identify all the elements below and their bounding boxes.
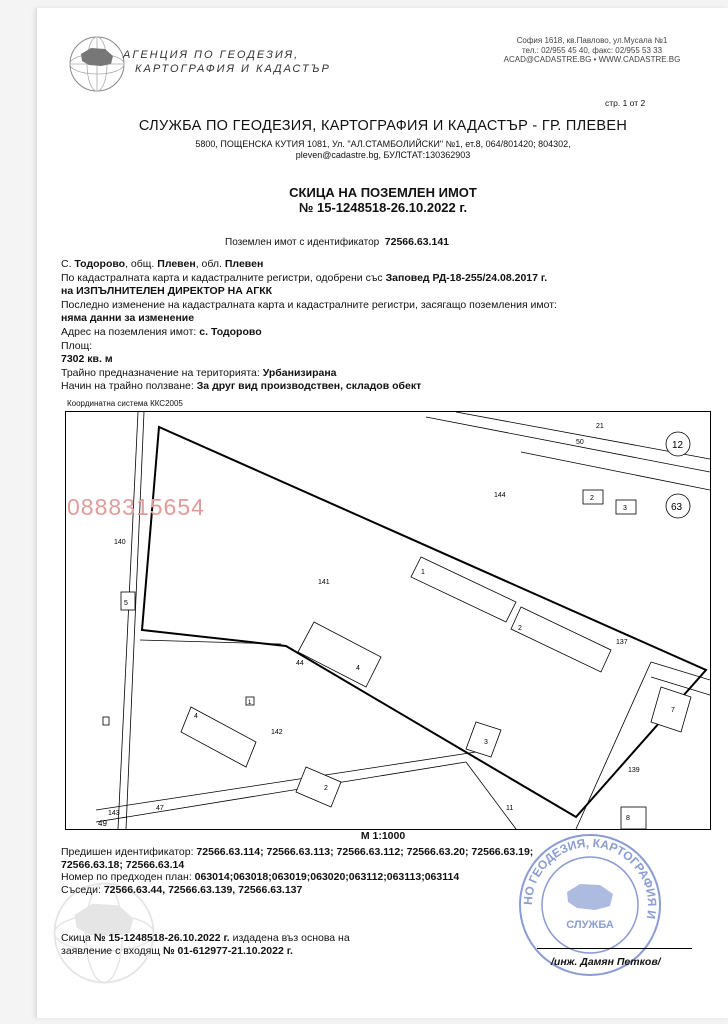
neighbors-label: Съседи: bbox=[61, 883, 101, 896]
map-scale: М 1:1000 bbox=[360, 830, 406, 842]
prev-identifier-value: 72566.63.114; 72566.63.113; 72566.63.112; 72566.63.20; 72566.63.19; bbox=[196, 846, 534, 858]
identifier-label: Поземлен имот с идентификатор bbox=[225, 237, 380, 248]
identifier-value: 72566.63.141 bbox=[384, 236, 449, 248]
label-b8: 8 bbox=[626, 815, 630, 822]
label-144: 144 bbox=[494, 492, 506, 499]
issued-prefix: Скица bbox=[61, 932, 91, 944]
agency-name bbox=[123, 48, 331, 76]
label-b4a: 4 bbox=[356, 665, 360, 672]
label-137: 137 bbox=[616, 639, 628, 646]
purpose-label: Трайно предназначение на територията: bbox=[61, 366, 260, 379]
issued-number: № 15-1248518-26.10.2022 г. bbox=[93, 932, 230, 944]
label-b3b: 3 bbox=[484, 739, 488, 746]
request-prefix: заявление с входящ bbox=[61, 944, 161, 957]
region-prefix: , обл. bbox=[195, 258, 222, 270]
signature-line bbox=[537, 948, 692, 949]
building-small-east bbox=[103, 717, 109, 725]
issued-info bbox=[61, 932, 481, 957]
prev-identifier-label: Предишен идентификатор: bbox=[61, 846, 194, 858]
label-139: 139 bbox=[628, 767, 640, 774]
label-50: 50 bbox=[576, 439, 584, 446]
label-63: 63 bbox=[671, 502, 683, 513]
contact-phone: тел.: 02/955 45 40, факс: 02/955 53 33 bbox=[521, 45, 663, 55]
last-change-value: няма данни за изменение bbox=[61, 312, 195, 325]
cadastral-map bbox=[65, 411, 711, 830]
address-line bbox=[61, 326, 701, 340]
page-number: стр. 1 от 2 bbox=[605, 98, 646, 108]
building-2-central bbox=[511, 607, 611, 672]
label-141: 141 bbox=[318, 579, 330, 586]
address-label: Адрес на поземления имот: bbox=[61, 325, 197, 338]
sketch-document bbox=[36, 8, 728, 1018]
agency-globe-logo bbox=[67, 34, 127, 94]
office-address bbox=[37, 139, 728, 161]
building-8 bbox=[621, 807, 646, 829]
label-b7: 7 bbox=[671, 707, 675, 714]
label-47: 47 bbox=[156, 805, 164, 812]
parcel-139-edge bbox=[651, 662, 710, 680]
label-11: 11 bbox=[506, 805, 514, 812]
request-number: № 01-612977-21.10.2022 г. bbox=[162, 944, 293, 957]
purpose-value: Урбанизирана bbox=[262, 366, 337, 379]
phone-watermark: 0888315654 bbox=[67, 494, 205, 520]
label-b2b: 2 bbox=[518, 625, 522, 632]
parcel-47-line bbox=[96, 762, 466, 822]
label-12: 12 bbox=[672, 440, 684, 451]
property-identifier bbox=[225, 236, 449, 248]
label-b1b: 1 bbox=[248, 700, 252, 706]
stamp-ring-text: НО ГЕОДЕЗИЯ, КАРТОГРАФИЯ И bbox=[520, 835, 660, 920]
contact-web: ACAD@CADASTRE.BG • WWW.CADASTRE.BG bbox=[503, 55, 681, 64]
region: Плевен bbox=[224, 258, 264, 270]
village-prefix: С. bbox=[61, 258, 72, 270]
parcel-141-boundary bbox=[140, 417, 710, 827]
document-title-block bbox=[37, 185, 728, 215]
parcel-144-line bbox=[521, 452, 710, 490]
label-49: 49 bbox=[98, 819, 107, 828]
agency-contact bbox=[492, 36, 692, 65]
agency-name-line2: КАРТОГРАФИЯ И КАДАСТЪР bbox=[135, 63, 331, 75]
label-143: 143 bbox=[108, 810, 120, 817]
label-b4b: 4 bbox=[194, 713, 198, 720]
area-value-line bbox=[61, 353, 701, 367]
label-142: 142 bbox=[271, 729, 283, 736]
municipality-prefix: , общ. bbox=[125, 258, 155, 270]
document-number: № 15-1248518-26.10.2022 г. bbox=[298, 200, 468, 215]
issued-line bbox=[61, 932, 481, 945]
approval-order: Заповед РД-18-255/24.08.2017 г. bbox=[385, 271, 548, 284]
last-change-text: Последно изменение на кадастралната карта и кадастралните регистри, засягащо поземления имот: bbox=[61, 298, 557, 311]
contact-address: София 1618, кв.Павлово, ул.Мусала №1 bbox=[516, 36, 668, 45]
label-b1: 1 bbox=[421, 569, 425, 576]
request-line bbox=[61, 945, 481, 958]
issued-text: издадена въз основа на bbox=[232, 932, 350, 944]
usage-line bbox=[61, 380, 701, 394]
label-b2a: 2 bbox=[590, 495, 594, 502]
signer-name: /инж. Дамян Петков/ bbox=[551, 956, 661, 968]
director-line bbox=[61, 285, 701, 299]
building-2-south bbox=[296, 767, 341, 807]
neighbors-value: 72566.63.44, 72566.63.139, 72566.63.137 bbox=[103, 883, 303, 896]
label-b2c: 2 bbox=[324, 785, 328, 792]
parcel-11-line bbox=[466, 762, 516, 829]
area-label: Площ: bbox=[61, 339, 93, 352]
village: Тодорово bbox=[74, 258, 126, 270]
label-b3a: 3 bbox=[623, 505, 627, 512]
stamp-center-text: СЛУЖБА bbox=[566, 919, 614, 931]
building-4-south bbox=[181, 707, 256, 767]
office-address-line1: 5800, ПОЩЕНСКА КУТИЯ 1081, Ул. "АЛ.СТАМБОЛИЙСКИ" №1, ет.8, 064/801420; 804302, bbox=[195, 139, 571, 149]
label-44: 44 bbox=[296, 660, 304, 667]
agency-name-line1: АГЕНЦИЯ ПО ГЕОДЕЗИЯ, bbox=[123, 49, 300, 61]
municipality: Плевен bbox=[157, 258, 196, 270]
label-21: 21 bbox=[596, 423, 604, 430]
coordinate-system: Координатна система ККС2005 bbox=[67, 399, 183, 408]
label-b5: 5 bbox=[124, 600, 128, 607]
prev-identifier-value2: 72566.63.18; 72566.63.14 bbox=[61, 858, 185, 871]
plan-number-value: 063014;063018;063019;063020;063112;063113;063114 bbox=[194, 871, 460, 883]
office-title: СЛУЖБА ПО ГЕОДЕЗИЯ, КАРТОГРАФИЯ И КАДАСТЪР - ГР. ПЛЕВЕН bbox=[138, 118, 628, 134]
address-value: с. Тодорово bbox=[199, 325, 262, 338]
parcel-142-south bbox=[96, 752, 476, 810]
approval-text: По кадастралната карта и кадастралните регистри, одобрени със bbox=[61, 271, 383, 284]
location-line bbox=[61, 258, 701, 272]
usage-label: Начин на трайно ползване: bbox=[61, 380, 194, 393]
building-1 bbox=[411, 557, 516, 622]
area-value: 7302 кв. м bbox=[61, 353, 113, 366]
parcel-141-outline bbox=[142, 427, 706, 817]
area-line bbox=[61, 340, 701, 354]
purpose-line bbox=[61, 367, 701, 381]
last-change-value-line bbox=[61, 312, 701, 326]
label-140: 140 bbox=[114, 539, 126, 546]
director: на ИЗПЪЛНИТЕЛЕН ДИРЕКТОР НА АГКК bbox=[61, 285, 273, 298]
document-title: СКИЦА НА ПОЗЕМЛЕН ИМОТ bbox=[289, 185, 477, 200]
office-address-line2: pleven@cadastre.bg, БУЛСТАТ:130362903 bbox=[295, 150, 471, 160]
approval-line bbox=[61, 272, 701, 286]
usage-value: За друг вид производствен, складов обект bbox=[196, 380, 422, 393]
plan-number-label: Номер по предходен план: bbox=[61, 871, 192, 883]
property-info bbox=[61, 258, 701, 394]
